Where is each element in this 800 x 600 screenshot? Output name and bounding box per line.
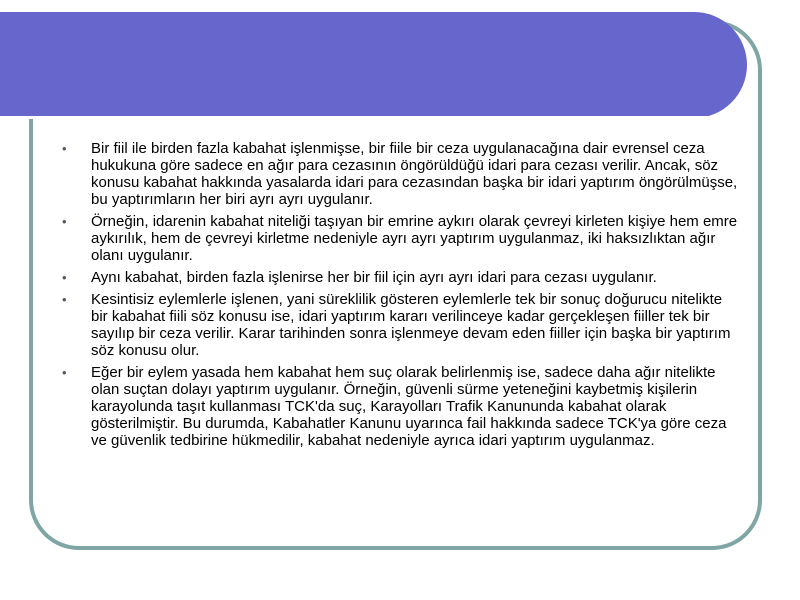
bullet-icon: • — [62, 365, 67, 380]
title-underline — [0, 116, 708, 119]
bullet-text: Örneğin, idarenin kabahat niteliği taşıyan bir emrine aykırı olarak çevreyi kirleten kişiye hem emre aykırılık, hem de çevreyi kirletme nedeniyle ayrı ayrı yaptırım uygulanmaz, iki haksızlıktan ağır olanı uygulanır. — [91, 213, 738, 264]
bullet-item — [62, 364, 742, 449]
bullet-icon: • — [62, 270, 67, 285]
bullet-icon: • — [62, 141, 67, 156]
bullet-item — [62, 291, 742, 359]
slide-title — [40, 42, 680, 102]
bullet-icon: • — [62, 292, 67, 307]
bullet-text: Eğer bir eylem yasada hem kabahat hem suç olarak belirlenmiş ise, sadece daha ağır nitelikte olan suçtan dolayı yaptırım uygulanır. Örneğin, güvenli sürme yeteneğini kaybetmiş kişilerin karayolunda taşıt kullanması TCK'da suç, Karayolları Trafik Kanununda kabahat olarak gösterilmiştir. Bu durumda, Kabahatler Kanunu uyarınca fail hakkında sadece TCK'ya göre ceza ve güvenlik tedbirine hükmedilir, kabahat nedeniyle ayrıca idari yaptırım uygulanmaz. — [91, 364, 727, 449]
bullet-list — [62, 140, 742, 454]
bullet-text: Aynı kabahat, birden fazla işlenirse her bir fiil için ayrı ayrı idari para cezası uygulanır. — [91, 269, 657, 286]
bullet-item — [62, 269, 742, 286]
bullet-item — [62, 213, 742, 264]
bullet-text: Kesintisiz eylemlerle işlenen, yani süreklilik gösteren eylemlerle tek bir sonuç doğurucu nitelikte bir kabahat fiili söz konusu ise, idari yaptırım kararı verilinceye kadar gerçekleşen fiiller tek bir sayılıp bir ceza verilir. Karar tarihinden sonra işlenmeye devam eden fiiller için başka bir yaptırım söz konusu olur. — [91, 291, 731, 359]
bullet-text: Bir fiil ile birden fazla kabahat işlenmişse, bir fiile bir ceza uygulanacağına dair evrensel ceza hukukuna göre sadece en ağır para cezasının öngörüldüğü idari para cezası verilir. Ancak, söz konusu kabahat hakkında yasalarda idari para cezasından başka bir idari yaptırım öngörülmüşse, bu yaptırımların her biri ayrı ayrı uygulanır. — [91, 140, 738, 208]
bullet-item — [62, 140, 742, 208]
title-bar — [0, 12, 747, 118]
bullet-icon: • — [62, 214, 67, 229]
